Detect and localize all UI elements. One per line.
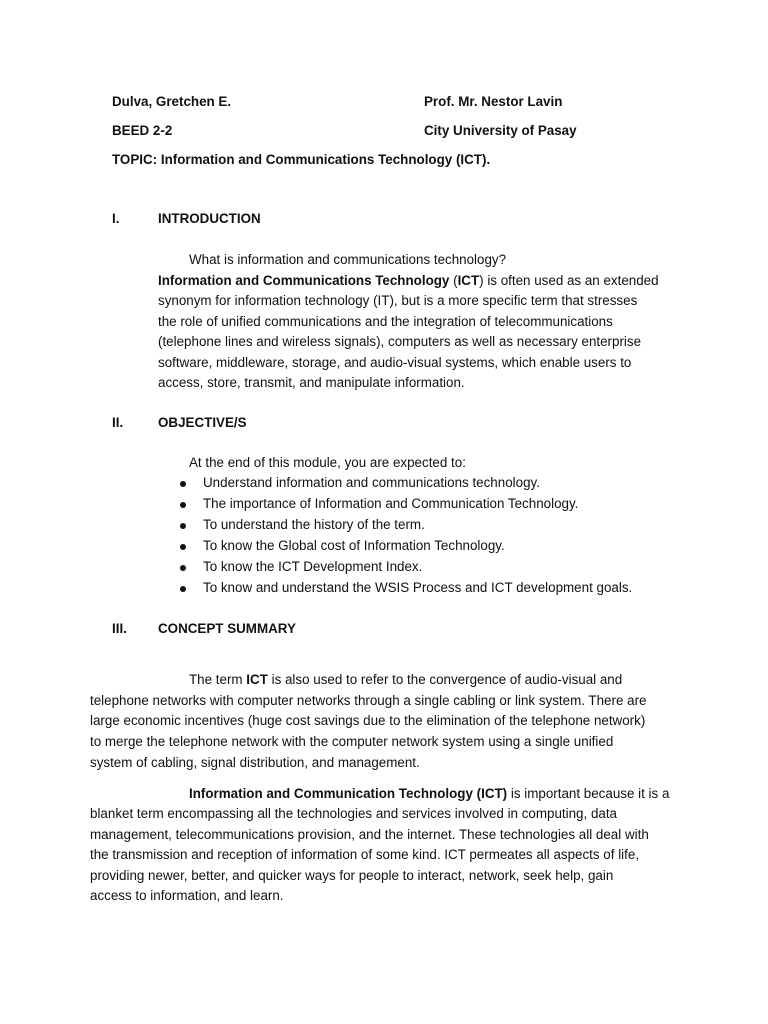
summary-p1-line: system of cabling, signal distribution, and management.	[90, 755, 420, 770]
section-label: BEED 2-2	[112, 123, 173, 138]
objectives-heading: OBJECTIVE/S	[158, 415, 247, 430]
objective-item: To know the Global cost of Information Technology.	[203, 538, 505, 553]
intro-line: (telephone lines and wireless signals), computers as well as necessary enterprise	[158, 334, 642, 349]
summary-p1-term: ICT	[246, 672, 268, 687]
summary-p2-line: the transmission and reception of information of some kind. ICT permeates all aspects of life,	[90, 847, 640, 862]
intro-line: the role of unified communications and the integration of telecommunications	[158, 314, 613, 329]
summary-heading: CONCEPT SUMMARY	[158, 621, 296, 636]
objectives-lead: At the end of this module, you are expected to:	[189, 455, 466, 470]
intro-definition-acronym: ICT	[457, 273, 480, 288]
summary-p2-line: management, telecommunications provision, and the internet. These technologies all deal with	[90, 827, 649, 842]
bullet-icon	[180, 502, 186, 508]
summary-p2-line: access to information, and learn.	[90, 888, 284, 903]
objective-item: Understand information and communications technology.	[203, 475, 540, 490]
bullet-icon	[180, 523, 186, 529]
professor-name: Prof. Mr. Nestor Lavin	[424, 94, 563, 109]
intro-definition-rest: ) is often used as an extended	[479, 273, 659, 288]
summary-numeral: III.	[112, 621, 127, 636]
bullet-icon	[180, 586, 186, 592]
intro-numeral: I.	[112, 211, 120, 226]
intro-definition-first-line	[158, 272, 659, 290]
summary-p1-line: telephone networks with computer networks through a single cabling or link system. There are	[90, 693, 647, 708]
intro-line: access, store, transmit, and manipulate information.	[158, 375, 465, 390]
summary-p1-post: is also used to refer to the convergence of audio-visual and	[267, 672, 623, 687]
summary-p2-post: is important because it is a	[507, 786, 670, 801]
summary-p2-line: blanket term encompassing all the technologies and services involved in computing, data	[90, 806, 618, 821]
objective-item: To know and understand the WSIS Process and ICT development goals.	[203, 580, 633, 595]
objective-item: To know the ICT Development Index.	[203, 559, 423, 574]
summary-p1-line: to merge the telephone network with the computer network system using a single unified	[90, 734, 614, 749]
intro-line: software, middleware, storage, and audio-visual systems, which enable users to	[158, 355, 632, 370]
objective-item: The importance of Information and Communication Technology.	[203, 496, 579, 511]
summary-p1-pre: The term	[189, 672, 247, 687]
author-name: Dulva, Gretchen E.	[112, 94, 232, 109]
intro-question: What is information and communications technology?	[189, 252, 507, 267]
objectives-numeral: II.	[112, 415, 124, 430]
bullet-icon	[180, 565, 186, 571]
summary-p1-first-line	[189, 671, 622, 689]
topic-line: TOPIC: Information and Communications Technology (ICT).	[112, 152, 491, 167]
intro-definition-open: (	[449, 273, 458, 288]
bullet-icon	[180, 481, 186, 487]
bullet-icon	[180, 544, 186, 550]
summary-p2-term: Information and Communication Technology (ICT)	[189, 786, 508, 801]
objective-item: To understand the history of the term.	[203, 517, 425, 532]
intro-heading: INTRODUCTION	[158, 211, 261, 226]
summary-p2-first-line	[189, 785, 669, 803]
intro-line: synonym for information technology (IT), but is a more specific term that stresses	[158, 293, 638, 308]
university-name: City University of Pasay	[424, 123, 577, 138]
intro-definition-term: Information and Communications Technology	[158, 273, 450, 288]
summary-p2-line: providing newer, better, and quicker ways for people to interact, network, seek help, gain	[90, 868, 614, 883]
summary-p1-line: large economic incentives (huge cost savings due to the elimination of the telephone network)	[90, 713, 646, 728]
